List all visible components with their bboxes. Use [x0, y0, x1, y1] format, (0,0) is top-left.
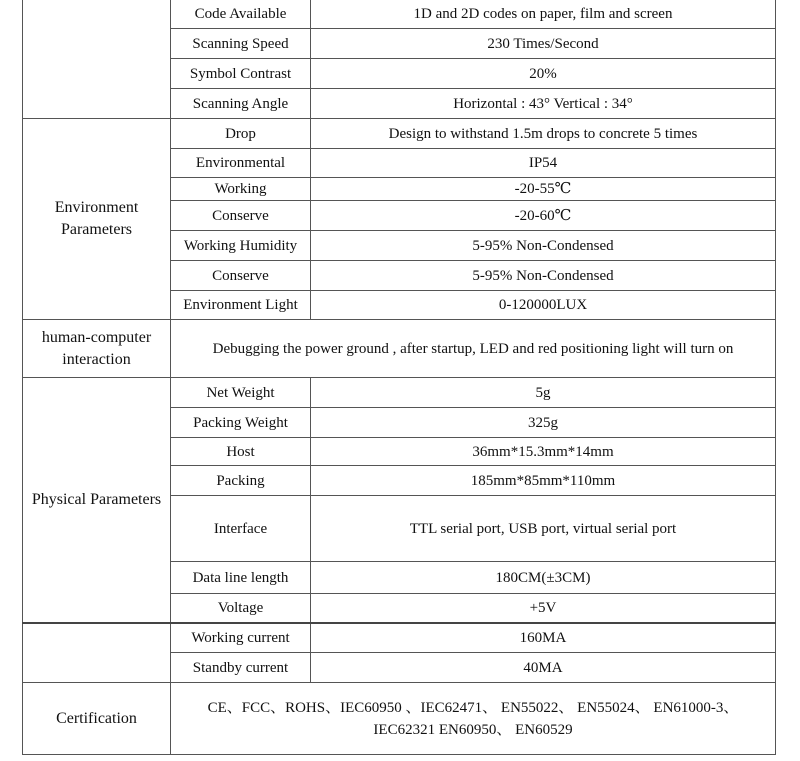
- spec-label: Scanning Angle: [171, 89, 311, 119]
- spec-value: 230 Times/Second: [311, 29, 776, 59]
- physical-group-label: Physical Parameters: [23, 378, 171, 623]
- spec-value: Horizontal : 43° Vertical : 34°: [311, 89, 776, 119]
- table-row: [23, 119, 776, 149]
- spec-label: Environmental: [171, 149, 311, 178]
- spec-label: Interface: [171, 496, 311, 562]
- spec-value: 325g: [311, 408, 776, 438]
- spec-value: 180CM(±3CM): [311, 562, 776, 594]
- scanning-group-label: [23, 0, 171, 119]
- environment-group-label: Environment Parameters: [23, 119, 171, 320]
- spec-value: IP54: [311, 149, 776, 178]
- spec-label: Environment Light: [171, 291, 311, 320]
- table-row: [23, 378, 776, 408]
- spec-value: -20-60℃: [311, 201, 776, 231]
- spec-label: Voltage: [171, 594, 311, 623]
- spec-label: Working current: [171, 623, 311, 653]
- spec-label: Drop: [171, 119, 311, 149]
- spec-label: Standby current: [171, 653, 311, 683]
- spec-value: -20-55℃: [311, 178, 776, 201]
- spec-value: 20%: [311, 59, 776, 89]
- spec-label: Host: [171, 438, 311, 466]
- table-row: [23, 320, 776, 378]
- spec-label: Data line length: [171, 562, 311, 594]
- hci-group-label: human-computer interaction: [23, 320, 171, 378]
- spec-value: 36mm*15.3mm*14mm: [311, 438, 776, 466]
- power-group-label: [23, 623, 171, 683]
- certification-value: CE、FCC、ROHS、IEC60950 、IEC62471、 EN55022、 EN55024、 EN61000-3、 IEC62321 EN60950、 EN60529: [171, 683, 776, 755]
- certification-group-label: Certification: [23, 683, 171, 755]
- spec-value: 160MA: [311, 623, 776, 653]
- spec-value: 0-120000LUX: [311, 291, 776, 320]
- spec-value: 5-95% Non-Condensed: [311, 261, 776, 291]
- spec-value: 185mm*85mm*110mm: [311, 466, 776, 496]
- spec-label: Code Available: [171, 0, 311, 29]
- spec-label: Working: [171, 178, 311, 201]
- spec-table: [22, 0, 776, 755]
- spec-value: 1D and 2D codes on paper, film and screen: [311, 0, 776, 29]
- spec-value: TTL serial port, USB port, virtual serial port: [311, 496, 776, 562]
- spec-value: 5-95% Non-Condensed: [311, 231, 776, 261]
- spec-label: Packing Weight: [171, 408, 311, 438]
- spec-label: Conserve: [171, 201, 311, 231]
- spec-label: Net Weight: [171, 378, 311, 408]
- spec-label: Symbol Contrast: [171, 59, 311, 89]
- table-row: [23, 623, 776, 653]
- spec-value: 40MA: [311, 653, 776, 683]
- spec-value: 5g: [311, 378, 776, 408]
- spec-label: Conserve: [171, 261, 311, 291]
- spec-label: Working Humidity: [171, 231, 311, 261]
- spec-label: Scanning Speed: [171, 29, 311, 59]
- spec-label: Packing: [171, 466, 311, 496]
- hci-value: Debugging the power ground , after startup, LED and red positioning light will turn on: [171, 320, 776, 378]
- table-row: [23, 683, 776, 755]
- table-row: [23, 0, 776, 29]
- spec-value: +5V: [311, 594, 776, 623]
- spec-value: Design to withstand 1.5m drops to concrete 5 times: [311, 119, 776, 149]
